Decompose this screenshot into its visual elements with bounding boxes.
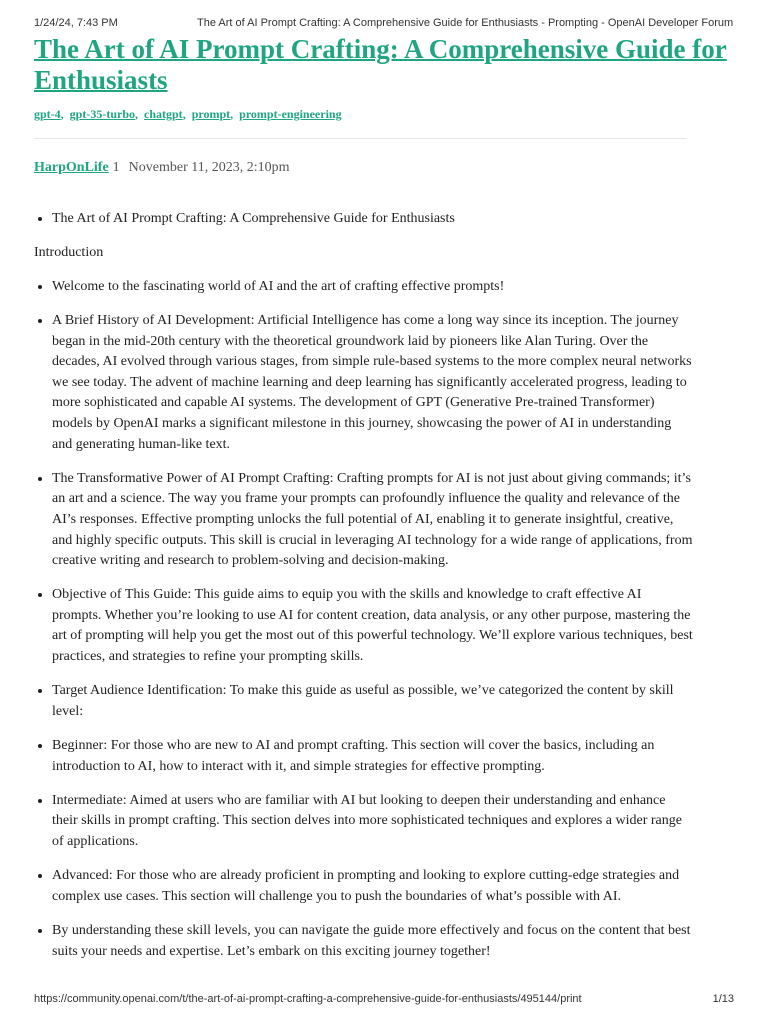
print-url: https://community.openai.com/t/the-art-of-ai-prompt-crafting-a-comprehensive-guide-for-enthusiasts/495144/print	[34, 993, 582, 1005]
tag-separator: ,	[135, 107, 139, 121]
print-header	[34, 17, 734, 31]
title-bullet-list	[34, 209, 694, 230]
tag-gpt-4[interactable]: gpt-4	[34, 107, 61, 121]
introduction-heading: Introduction	[34, 244, 104, 260]
list-item: • The Transformative Power of AI Prompt Crafting: Crafting prompts for AI is not just about giving commands; it’s an art and a science. The way you frame your prompts can profoundly influence the quality and relevance of the AI’s responses. Effective prompting unlocks the full potential of AI, enabling it to generate insightful, creative, and highly specific outputs. This skill is crucial in leveraging AI technology for a wide range of applications, from creative writing and research to problem-solving and decision-making.	[52, 469, 694, 572]
list-item: • Advanced: For those who are already proficient in prompting and looking to explore cutting-edge strategies and complex use cases. This section will challenge you to push the boundaries of what’s possible with AI.	[52, 866, 694, 907]
tag-separator: ,	[182, 107, 186, 121]
tag-prompt-engineering[interactable]: prompt-engineering	[239, 107, 342, 121]
post-number: 1	[112, 160, 120, 175]
list-item: • Objective of This Guide: This guide aims to equip you with the skills and knowledge to craft effective AI prompts. Whether you’re looking to use AI for content creation, data analysis, or any other purpose, mastering the art of prompting will help you get the most out of this powerful technology. We’ll explore various techniques, best practices, and strategies to refine your prompting skills.	[52, 585, 694, 667]
list-item: • Welcome to the fascinating world of AI and the art of crafting effective prompts!	[52, 277, 694, 298]
tag-prompt[interactable]: prompt	[191, 107, 231, 121]
tag-gpt-35-turbo[interactable]: gpt-35-turbo	[69, 107, 136, 121]
print-footer	[34, 993, 734, 1007]
page-number: 1/13	[712, 993, 734, 1005]
list-item: • Intermediate: Aimed at users who are familiar with AI but looking to deepen their understanding and enhance their skills in prompt crafting. This section delves into more sophisticated techniques and explores a wider range of applications.	[52, 791, 694, 853]
print-date: 1/24/24, 7:43 PM	[34, 17, 118, 29]
topic-title-link[interactable]: The Art of AI Prompt Crafting: A Comprehensive Guide for Enthusiasts	[34, 34, 727, 95]
divider	[34, 138, 687, 139]
tag-list	[34, 107, 342, 122]
list-item: • Beginner: For those who are new to AI and prompt crafting. This section will cover the basics, including an introduction to AI, how to interact with it, and simple strategies for effective prompting.	[52, 736, 694, 777]
tag-chatgpt[interactable]: chatgpt	[144, 107, 183, 121]
post-body	[34, 209, 694, 976]
list-item: • The Art of AI Prompt Crafting: A Comprehensive Guide for Enthusiasts	[52, 209, 694, 230]
tag-separator: ,	[60, 107, 64, 121]
list-item: • Target Audience Identification: To make this guide as useful as possible, we’ve categorized the content by skill level:	[52, 681, 694, 722]
post-date: November 11, 2023, 2:10pm	[128, 160, 290, 175]
introduction-list	[34, 277, 694, 962]
list-item: • By understanding these skill levels, you can navigate the guide more effectively and focus on the content that best suits your needs and expertise. Let’s embark on this exciting journey together!	[52, 921, 694, 962]
topic-title	[34, 34, 734, 96]
tag-separator: ,	[230, 107, 234, 121]
post-meta	[34, 160, 290, 176]
list-item: • A Brief History of AI Development: Artificial Intelligence has come a long way since its inception. The journey began in the mid-20th century with the theoretical groundwork laid by pioneers like Alan Turing. Over the decades, AI evolved through various stages, from simple rule-based systems to the more complex neural networks we see today. The advent of machine learning and deep learning has significantly accelerated progress, leading to more sophisticated and capable AI systems. The development of GPT (Generative Pre-trained Transformer) models by OpenAI marks a significant milestone in this journey, showcasing the power of AI in understanding and generating human-like text.	[52, 311, 694, 455]
post-author[interactable]: HarpOnLife	[34, 160, 109, 175]
print-page-title: The Art of AI Prompt Crafting: A Comprehensive Guide for Enthusiasts - Prompting - OpenAI Developer Forum	[197, 17, 734, 29]
